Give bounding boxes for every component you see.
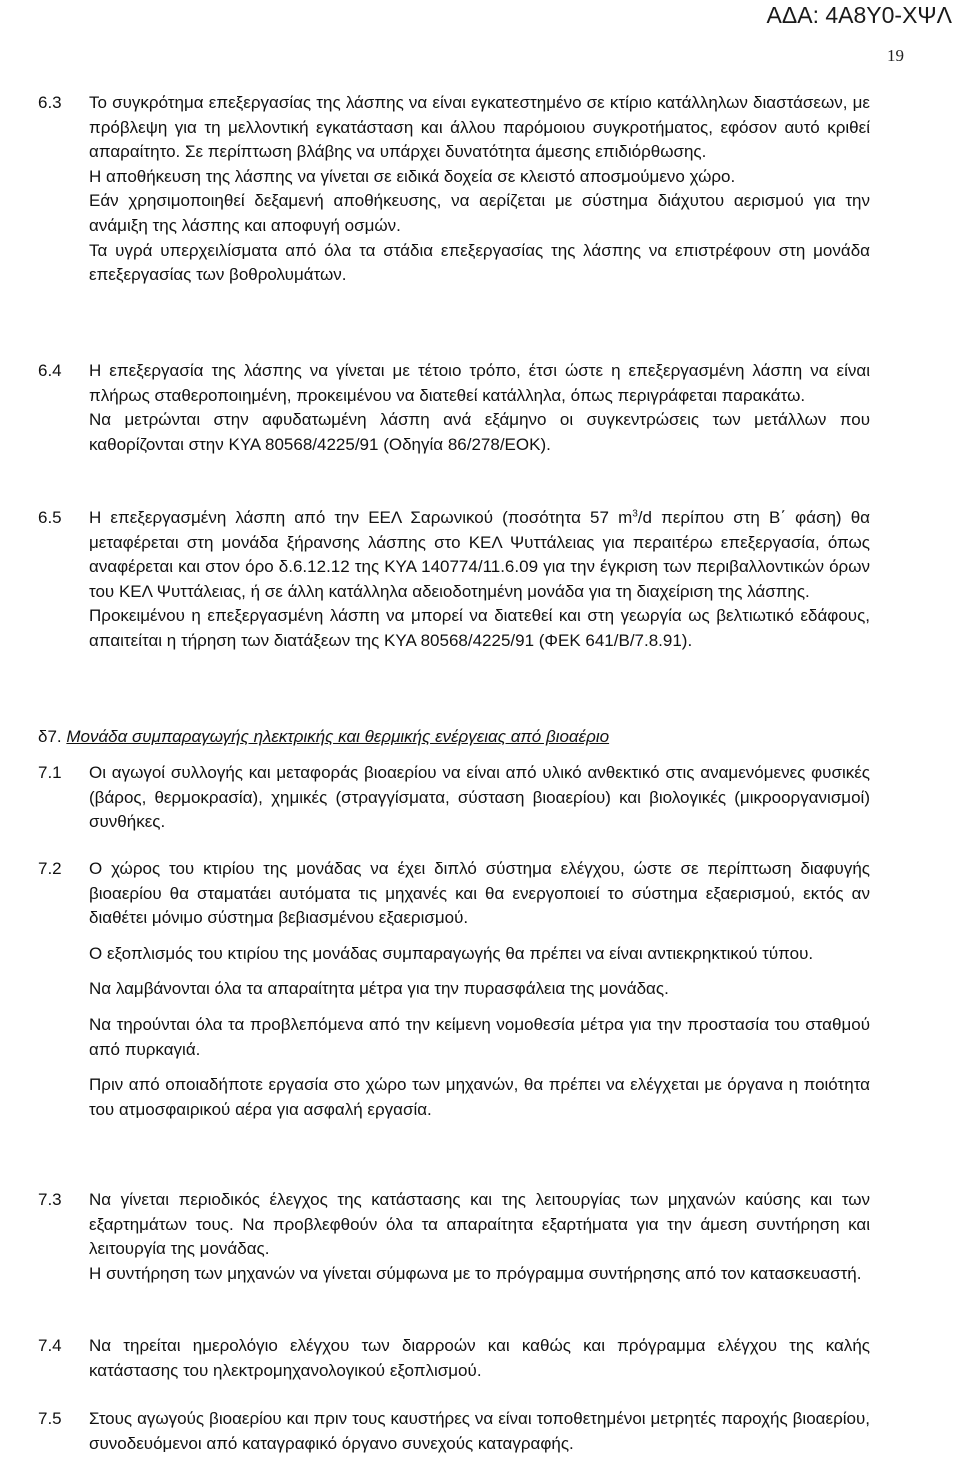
paragraph: Να λαμβάνονται όλα τα απαραίτητα μέτρα για την πυρασφάλεια της μονάδας. xyxy=(89,979,669,999)
paragraph xyxy=(89,506,870,604)
item-6-3 xyxy=(38,91,870,288)
paragraph: Να μετρώνται στην αφυδατωμένη λάσπη ανά εξάμηνο οι συγκεντρώσεις των μετάλλων που καθορίζονται στην ΚΥΑ 80568/4225/91 (Οδηγία 86/278/ΕΟΚ). xyxy=(89,410,870,454)
item-number: 6.3 xyxy=(38,93,62,112)
paragraph: Οι αγωγοί συλλογής και μεταφοράς βιοαερίου να είναι από υλικό ανθεκτικό στις αναμενόμενες φυσικές (βάρος, θερμοκρασία), χημικές (στραγγίσματα, σύσταση βιοαερίου) και βιολογικές (μικροοργανισμοί) συνθήκες. xyxy=(89,763,870,832)
item-number: 7.5 xyxy=(38,1409,62,1428)
item-6-5 xyxy=(38,506,870,654)
paragraph: Τα υγρά υπερχειλίσματα από όλα τα στάδια επεξεργασίας της λάσπης να επιστρέφουν στη μονάδα επεξεργασίας των βοθρολυμάτων. xyxy=(89,240,870,285)
paragraph: Η επεξεργασία της λάσπης να γίνεται με τέτοιο τρόπο, έτσι ώστε η επεξεργασμένη λάσπη να είναι πλήρως σταθεροποιημένη, προκειμένου να διατεθεί κατάλληλα, όπως περιγράφεται παρακάτω. xyxy=(89,361,870,405)
text-segment: Η επεξεργασμένη λάσπη από την ΕΕΛ Σαρωνικού (ποσότητα 57 m xyxy=(89,508,633,527)
paragraph: Πριν από οποιαδήποτε εργασία στο χώρο των μηχανών, θα πρέπει να ελέγχεται με όργανα η ποιότητα του ατμοσφαιρικού αέρα για ασφαλή εργασία. xyxy=(89,1075,870,1119)
item-number: 6.5 xyxy=(38,508,62,527)
ada-code: ΑΔΑ: 4Α8Υ0-ΧΨΛ xyxy=(766,2,952,28)
item-7-2 xyxy=(38,857,870,1122)
paragraph: Προκειμένου η επεξεργασμένη λάσπη να μπορεί να διατεθεί και στη γεωργία ως βελτιωτικό εδάφους, απαιτείται η τήρηση των διατάξεων της ΚΥΑ 80568/4225/91 (ΦΕΚ 641/Β/7.8.91). xyxy=(89,606,870,650)
item-number: 6.4 xyxy=(38,361,62,380)
paragraph: Το συγκρότημα επεξεργασίας της λάσπης να είναι εγκατεστημένο σε κτίριο κατάλληλων διαστάσεων, με πρόβλεψη για τη μελλοντική εγκατάσταση και άλλου παρόμοιου συγκροτήματος, εφόσον αυτό κριθεί απαραίτητο. Σε περίπτωση βλάβης να υπάρχει δυνατότητα άμεσης επιδιόρθωσης. xyxy=(89,93,870,162)
section-heading xyxy=(38,725,609,749)
item-7-4 xyxy=(38,1334,870,1383)
page-number: 19 xyxy=(887,46,904,65)
item-number: 7.3 xyxy=(38,1190,62,1209)
paragraph: Να γίνεται περιοδικός έλεγχος της κατάστασης και της λειτουργίας των μηχανών καύσης και των εξαρτημάτων τους. Να προβλεφθούν όλα τα απαραίτητα εξαρτήματα για την άμεση συντήρηση και λειτουργία της μονάδας. xyxy=(89,1190,870,1259)
superscript: 3 xyxy=(632,508,638,520)
paragraph: Ο χώρος του κτιρίου της μονάδας να έχει διπλό σύστημα ελέγχου, ώστε σε περίπτωση διαφυγής βιοαερίου θα σταματάει αυτόματα τις μηχανές και θα ενεργοποιεί το σύστημα εξαερισμού, εκτός αν διαθέτει μόνιμο σύστημα βεβιασμένου εξαερισμού. xyxy=(89,859,870,928)
paragraph: Η συντήρηση των μηχανών να γίνεται σύμφωνα με το πρόγραμμα συντήρησης από τον κατασκευαστή. xyxy=(89,1263,862,1283)
paragraph: Η αποθήκευση της λάσπης να γίνεται σε ειδικά δοχεία σε κλειστό αποσμούμενο χώρο. xyxy=(89,166,736,186)
item-number: 7.4 xyxy=(38,1336,62,1355)
item-number: 7.2 xyxy=(38,859,62,878)
paragraph: Να τηρείται ημερολόγιο ελέγχου των διαρροών και καθώς και πρόγραμμα ελέγχου της καλής κατάστασης του ηλεκτρομηχανολογικού εξοπλισμού. xyxy=(89,1336,870,1380)
paragraph: Να τηρούνται όλα τα προβλεπόμενα από την κείμενη νομοθεσία μέτρα για την προστασία του σταθμού από πυρκαγιά. xyxy=(89,1014,870,1059)
item-6-4 xyxy=(38,359,870,457)
item-7-1 xyxy=(38,761,870,835)
paragraph: Στους αγωγούς βιοαερίου και πριν τους καυστήρες να είναι τοποθετημένοι μετρητές παροχής βιοαερίου, συνοδευόμενοι από καταγραφικό όργανο συνεχούς καταγραφής. xyxy=(89,1409,870,1453)
item-number: 7.1 xyxy=(38,763,62,782)
section-title: Μονάδα συμπαραγωγής ηλεκτρικής και θερμικής ενέργειας από βιοαέριο xyxy=(66,727,610,746)
item-7-5 xyxy=(38,1407,870,1456)
paragraph: Ο εξοπλισμός του κτιρίου της μονάδας συμπαραγωγής θα πρέπει να είναι αντιεκρηκτικού τύπου. xyxy=(89,943,814,963)
item-7-3 xyxy=(38,1188,870,1286)
text-segment: /d περίπου στη Β΄ φάση) θα μεταφέρεται στη μονάδα ξήρανσης λάσπης στο ΚΕΛ Ψυττάλειας για περαιτέρω επεξεργασία, όπως αναφέρεται και στον όρο δ.6.12.12 της ΚΥΑ 140774/11.6.09 για την έγκριση των περιβαλλοντικών όρων του ΚΕΛ Ψυττάλειας, ή σε άλλη κατάλληλα αδειοδοτημένη μονάδα για τη διαχείριση της λάσπης. xyxy=(89,508,870,601)
section-label: δ7. xyxy=(38,727,62,746)
paragraph: Εάν χρησιμοποιηθεί δεξαμενή αποθήκευσης, να αερίζεται με σύστημα διάχυτου αερισμού για την ανάμιξη της λάσπης και αποφυγή οσμών. xyxy=(89,191,870,235)
